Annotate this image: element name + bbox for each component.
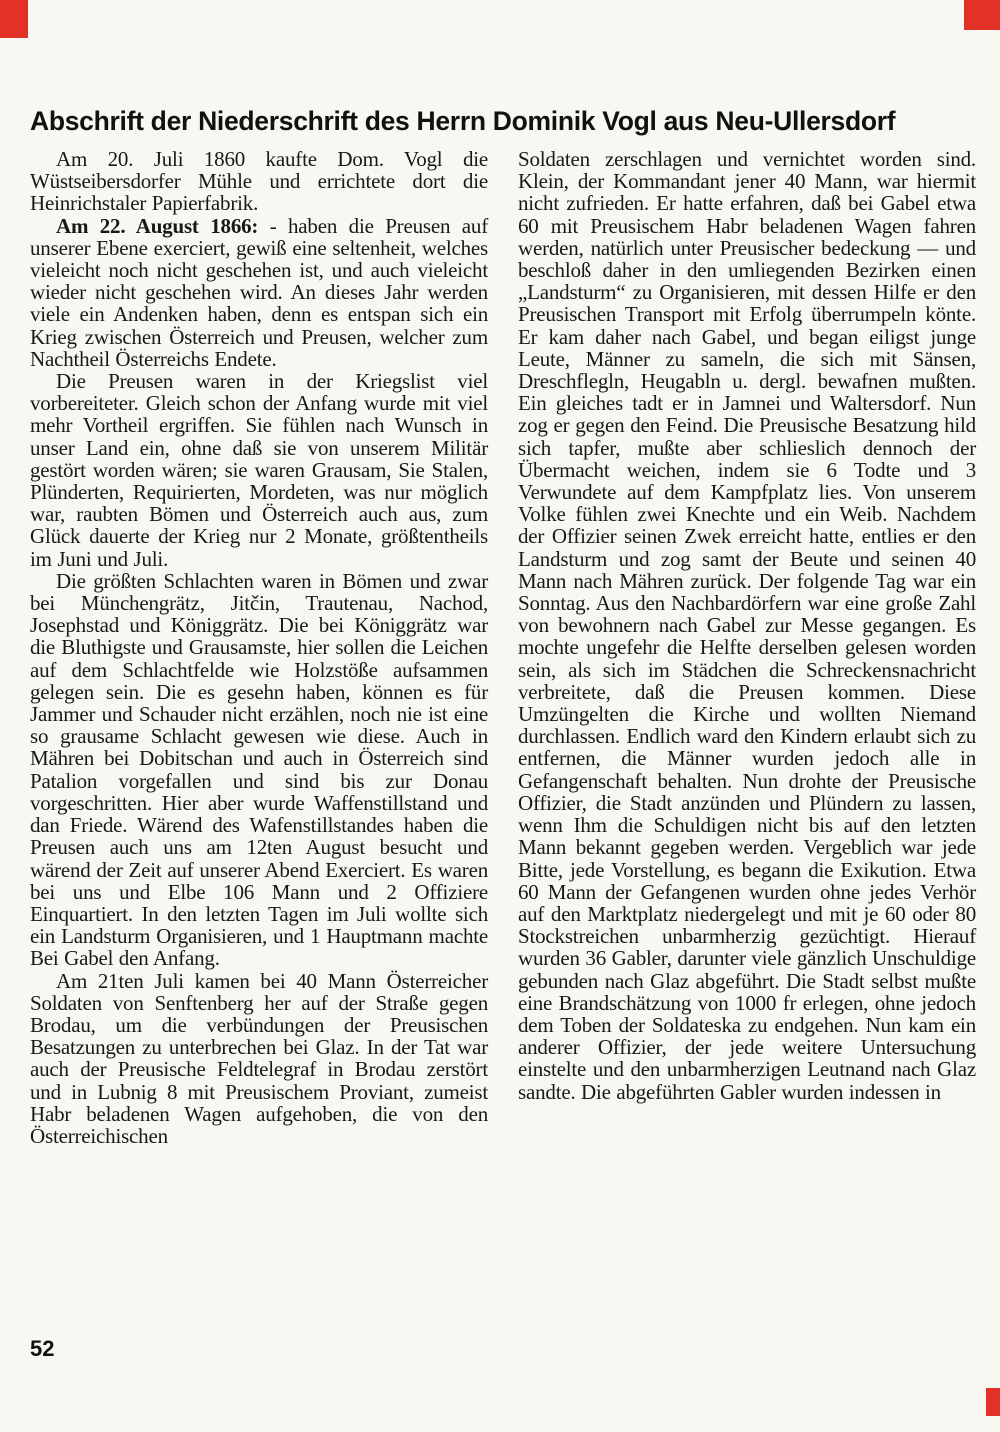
red-registration-mark-top-left: [0, 0, 28, 38]
paragraph: Die größten Schlachten waren in Bömen und zwar bei Münchengrätz, Jitčin, Trautenau, Nachod, Josephstad und Königgrätz. Die bei Königgrätz war die Bluthigste und Grausamste, hier sollen die Leichen auf dem Schlachtfelde wie Holzstöße aufsammen gelegen sein. Die es gesehn haben, können es für Jammer und Schauder nicht erzählen, noch nie ist eine so grausame Schlacht gewesen wie diese. Auch in Mähren bei Dobitschan und auch in Österreich sind Patalion vorgefallen und sind bis zur Donau vorgeschritten. Hier aber wurde Waffenstillstand und dan Friede. Wärend des Wafenstillstandes haben die Preusen auch uns am 12ten August besucht und wärend der Zeit auf unserer Abend Exerciert. Es waren bei uns und Elbe 106 Mann und 2 Offiziere Einquartiert. In den letzten Tagen im Juli wollte sich ein Landsturm Organisieren, und 1 Hauptmann machte Bei Gabel den Anfang.: [30, 568, 488, 971]
right-column: [518, 148, 976, 1147]
paragraph: Am 21ten Juli kamen bei 40 Mann Österreicher Soldaten von Senftenberg her auf der Straße gegen Brodau, um die verbündungen der Preusischen Besatzungen zu unterbrechen bei Glaz. In der Tat war auch der Preusische Feldtelegraf in Brodau zerstört und in Lubnig 8 mit Preusischem Proviant, zumeist Habr beladenen Wagen aufgehoben, die von den Österreichischen: [30, 968, 488, 1148]
paragraph: Die Preusen waren in der Kriegslist viel vorbereiteter. Gleich schon der Anfang wurde mit viel mehr Vortheil ergriffen. Sie fühlen nach Wunsch in unser Land ein, ohne daß sie von unserem Militär gestört worden wären; sie waren Grausam, Sie Stalen, Plünderten, Requirierten, Mordeten, was nur möglich war, raubten Bömen und Österreich auch aus, zum Glück dauerte der Krieg nur 2 Monate, größtentheils im Juni und Juli.: [30, 369, 488, 571]
article-body: [30, 148, 976, 1147]
paragraph: Am 20. Juli 1860 kaufte Dom. Vogl die Wüstseibersdorfer Mühle und errichtete dort die Heinrichstaler Papierfabrik.: [30, 147, 488, 216]
red-registration-mark-top-right: [964, 0, 1000, 30]
paragraph-bold-lead: Am 22. August 1866:: [56, 213, 259, 238]
page-title: Abschrift der Niederschrift des Herrn Dominik Vogl aus Neu-Ullersdorf: [30, 105, 896, 136]
left-column: [30, 148, 488, 1147]
page-number: 52: [30, 1336, 55, 1361]
paragraph-text: - haben die Preusen auf unserer Ebene exerciert, gewiß eine seltenheit, welches vieleicht noch nicht geschehen ist, und auch vieleicht wieder nicht geschehen wird. An dieses Jahr werden viele ein Andenken haben, denn es entspan sich ein Krieg zwischen Österreich und Preusen, welcher zum Nachtheil Österreichs Endete.: [30, 213, 488, 371]
paragraph: [30, 215, 488, 370]
red-registration-mark-bottom-right: [986, 1388, 1000, 1416]
paragraph: Soldaten zerschlagen und vernichtet worden sind. Klein, der Kommandant jener 40 Mann, war hiermit nicht zufrieden. Er hatte erfahren, daß bei Gabel etwa 60 mit Preusischem Habr beladenen Wagen fahren werden, natürlich unter Preusischer bedeckung — und beschloß daher in den umliegenden Bezirken einen „Landsturm“ zu Organisieren, mit dessen Hilfe er den Preusischen Transport mit Erfolg überrumpeln könte. Er kam daher nach Gabel, und began eiligst junge Leute, Männer zu sameln, die sich mit Sänsen, Dreschflegln, Heugabln u. dergl. bewafnen mußten. Ein gleiches tadt er in Jamnei und Waltersdorf. Nun zog er gegen den Feind. Die Preusische Besatzung hild sich tapfer, mußte aber schlieslich dennoch der Übermacht weichen, indem sie 6 Todte und 3 Verwundete auf dem Kampfplatz lies. Von unserem Volke fühlen zwei Knechte und ein Weib. Nachdem der Offizier seinen Zwek erreicht hatte, entlies er den Landsturm und zog samt der Beute und seinen 40 Mann nach Mähren zurück. Der folgende Tag war ein Sonntag. Aus den Nachbardörfern war eine große Zahl von bewohnern nach Gabel zur Messe gegangen. Es mochte ungefehr die Helfte derselben gelesen worden sein, als sich im Städchen die Schreckensnachricht verbreitete, daß die Preusen kommen. Diese Umzüngelten die Kirche und wollten Niemand durchlassen. Endlich ward den Kindern erlaubt sich zu entfernen, die Männer wurden jedoch alle in Gefangenschaft behalten. Nun drohte der Preusische Offizier, die Stadt anzünden und Plündern zu lassen, wenn Ihm die Schuldigen nicht bis auf den letzten Mann bekannt gegeben werden. Vergeblich war jede Bitte, jede Vorstellung, es begann die Exikution. Etwa 60 Mann der Gefangenen wurden ohne jedes Verhör auf den Marktplatz niedergelegt und mit je 60 oder 80 Stockstreichen unbarmherzig gezüchtigt. Hierauf wurden 36 Gabler, darunter viele gänzlich Unschuldige gebunden nach Glaz abgeführt. Die Stadt selbst mußte eine Brandschätzung von 1000 fr erlegen, ohne jedoch dem Toben der Soldateska zu endgehen. Nun kam ein anderer Offizier, der jede weitere Untersuchung einstelte und den unbarmherzigen Leutnand nach Glaz sandte. Die abgeführten Gabler wurden indessen in: [518, 147, 976, 1104]
